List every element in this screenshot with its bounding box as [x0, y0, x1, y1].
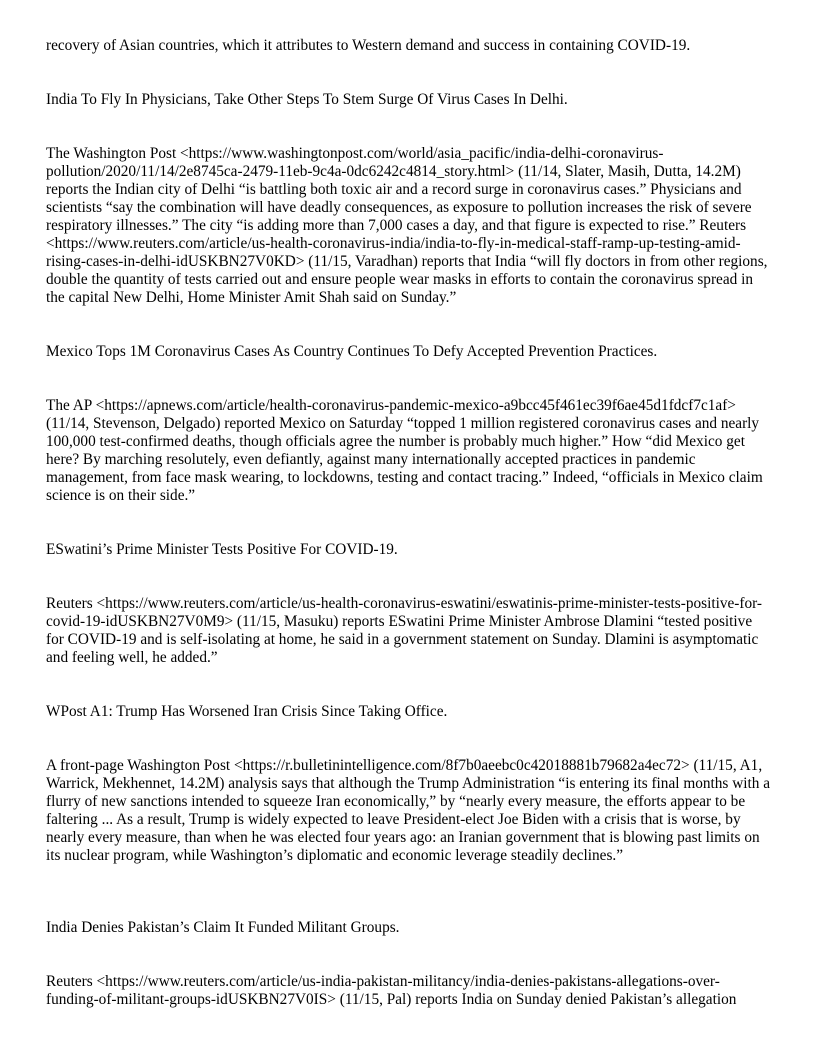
paragraph-india-pakistan: Reuters <https://www.reuters.com/article/us-india-pakistan-militancy/india-denies-pakistans-allegations-over-funding-of-militant-groups-idUSKBN27V0IS> (11/15, Pal) reports India on Sunday denied Pakistan’s allegation [46, 973, 737, 1008]
paragraph-mexico: The AP <https://apnews.com/article/health-coronavirus-pandemic-mexico-a9bcc45f461ec39f6ae45d1fdcf7c1af> (11/14, Stevenson, Delgado) reported Mexico on Saturday “topped 1 million registered coronavirus cases and nearly 100,000 test-confirmed deaths, though officials agree the number is probably much higher.” How “did Mexico get here? By marching resolutely, even defiantly, against many internationally accepted practices in pandemic management, from face mask wearing, to lockdowns, testing and contact tracing.” Indeed, “officials in Mexico claim science is on their side.” [46, 397, 763, 504]
paragraph-continuation: recovery of Asian countries, which it attributes to Western demand and success in containing COVID-19. [46, 37, 691, 54]
paragraph-eswatini: Reuters <https://www.reuters.com/article/us-health-coronavirus-eswatini/eswatinis-prime-minister-tests-positive-for-covid-19-idUSKBN27V0M9> (11/15, Masuku) reports ESwatini Prime Minister Ambrose Dlamini “tested positive for COVID-19 and is self-isolating at home, he said in a government statement on Sunday. Dlamini is asymptomatic and feeling well, he added.” [46, 595, 763, 666]
paragraph-iran: A front-page Washington Post <https://r.bulletinintelligence.com/8f7b0aeebc0c42018881b79682a4ec72> (11/15, A1, Warrick, Mekhennet, 14.2M) analysis says that although the Trump Administration “is entering its final months with a flurry of new sanctions intended to squeeze Iran economically,” by “nearly every measure, the efforts appear to be faltering ... As a result, Trump is widely expected to leave President-elect Joe Biden with a crisis that is worse, by nearly every measure, than when he was elected four years ago: an Iranian government that is blowing past limits on its nuclear program, while Washington’s diplomatic and economic leverage steadily declines.” [46, 757, 771, 864]
headline-eswatini: ESwatini’s Prime Minister Tests Positive For COVID-19. [46, 541, 398, 558]
paragraph-india-delhi: The Washington Post <https://www.washingtonpost.com/world/asia_pacific/india-delhi-coronavirus-pollution/2020/11/14/2e8745ca-2479-11eb-9c4a-0dc6242c4814_story.html> (11/14, Slater, Masih, Dutta, 14.2M) reports the Indian city of Delhi “is battling both toxic air and a record surge in coronavirus cases.” Physicians and scientists “say the combination will have deadly consequences, as exposure to pollution increases the risk of severe respiratory illnesses.” The city “is adding more than 7,000 cases a day, and that figure is expected to rise.” Reuters <https://www.reuters.com/article/us-health-coronavirus-india/india-to-fly-in-medical-staff-ramp-up-testing-amid-rising-cases-in-delhi-idUSKBN27V0KD> (11/15, Varadhan) reports that India “will fly doctors in from other regions, double the quantity of tests carried out and ensure people wear masks in efforts to contain the coronavirus spread in the capital New Delhi, Home Minister Amit Shah said on Sunday.” [46, 145, 768, 306]
headline-india-delhi: India To Fly In Physicians, Take Other Steps To Stem Surge Of Virus Cases In Delhi. [46, 91, 568, 108]
headline-iran: WPost A1: Trump Has Worsened Iran Crisis Since Taking Office. [46, 703, 448, 720]
headline-india-pakistan: India Denies Pakistan’s Claim It Funded Militant Groups. [46, 919, 400, 936]
headline-mexico: Mexico Tops 1M Coronavirus Cases As Country Continues To Defy Accepted Prevention Practices. [46, 343, 658, 360]
